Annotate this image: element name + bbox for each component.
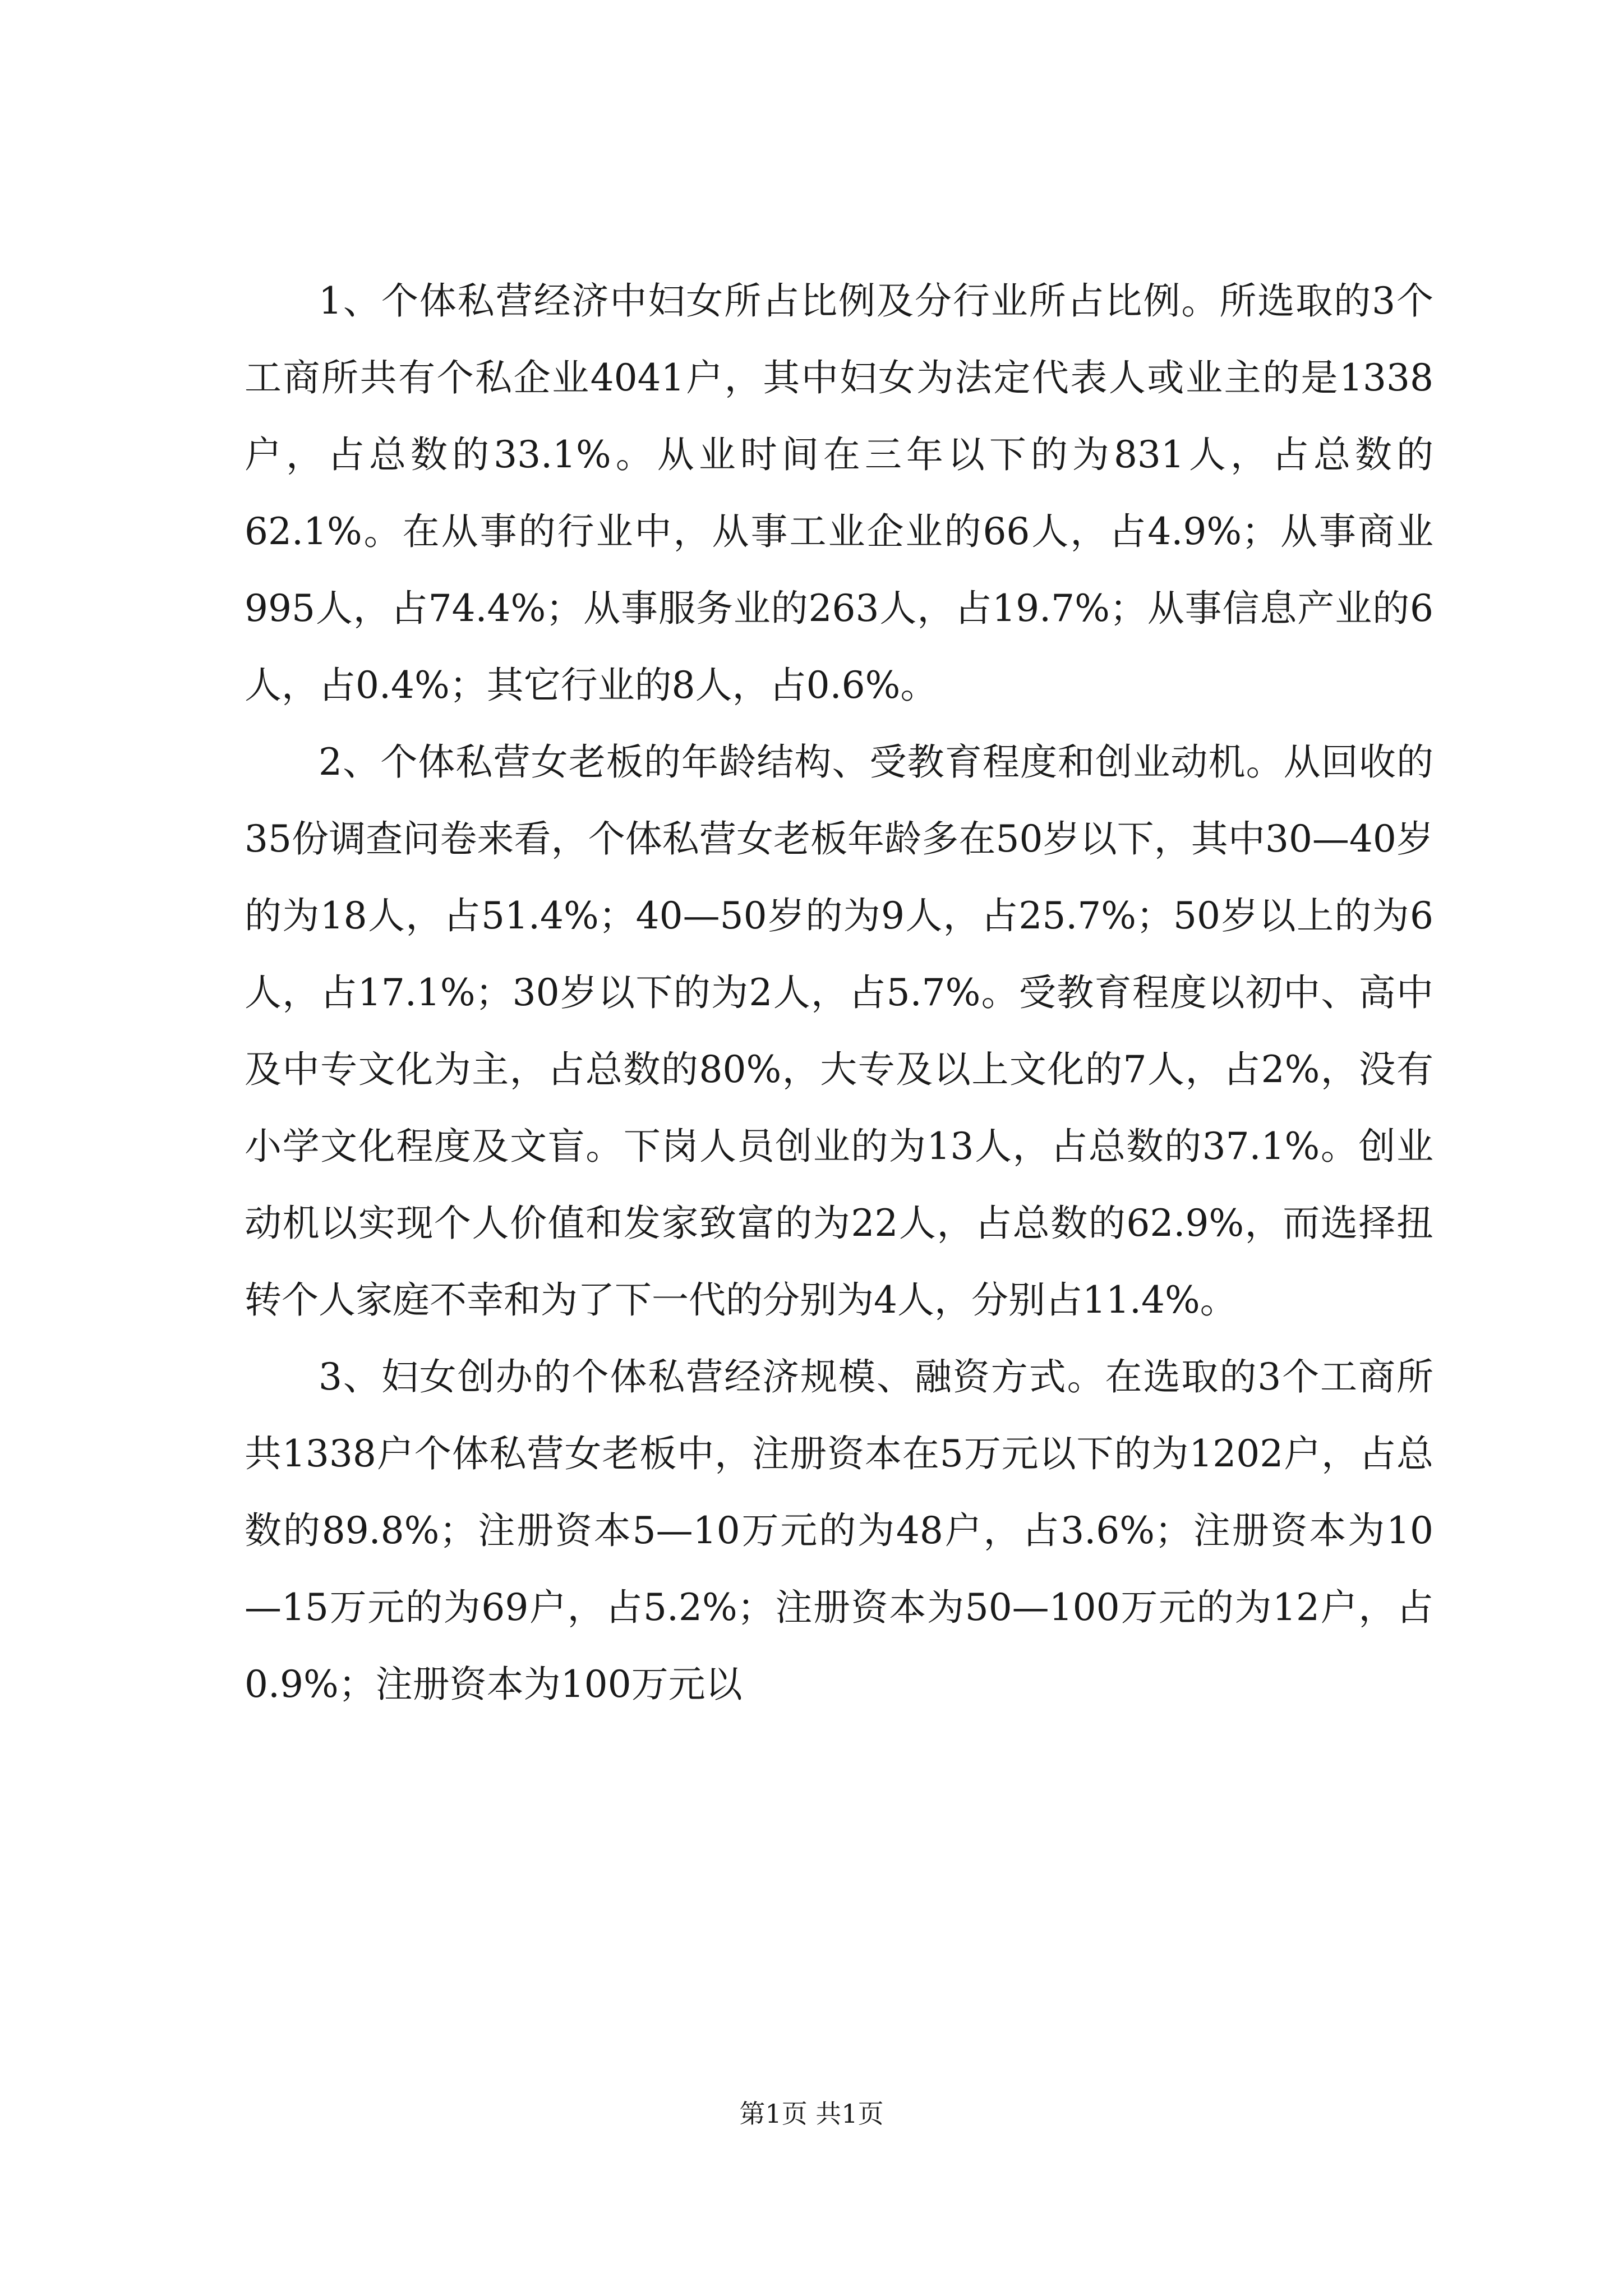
document-body bbox=[245, 263, 1433, 1723]
page-footer: 第1页 共1页 bbox=[739, 2099, 884, 2129]
paragraph-1: 1、个体私营经济中妇女所占比例及分行业所占比例。所选取的3个工商所共有个私企业4041户，其中妇女为法定代表人或业主的是1338户，占总数的33.1%。从业时间在三年以下的为831人，占总数的62.1%。在从事的行业中，从事工业企业的66人，占4.9%；从事商业995人，占74.4%；从事服务业的263人，占19.7%；从事信息产业的6人，占0.4%；其它行业的8人，占0.6%。 bbox=[245, 279, 1433, 707]
paragraph-3: 3、妇女创办的个体私营经济规模、融资方式。在选取的3个工商所共1338户个体私营女老板中，注册资本在5万元以下的为1202户，占总数的89.8%；注册资本5—10万元的为48户，占3.6%；注册资本为10—15万元的为69户，占5.2%；注册资本为50—100万元的为12户，占0.9%；注册资本为100万元以 bbox=[245, 1355, 1433, 1706]
paragraph-2: 2、个体私营女老板的年龄结构、受教育程度和创业动机。从回收的35份调查问卷来看，个体私营女老板年龄多在50岁以下，其中30—40岁的为18人，占51.4%；40—50岁的为9人，占25.7%；50岁以上的为6人，占17.1%；30岁以下的为2人，占5.7%。受教育程度以初中、高中及中专文化为主，占总数的80%，大专及以上文化的7人，占2%，没有小学文化程度及文盲。下岗人员创业的为13人，占总数的37.1%。创业动机以实现个人价值和发家致富的为22人，占总数的62.9%，而选择扭转个人家庭不幸和为了下一代的分别为4人，分别占11.4%。 bbox=[245, 740, 1433, 1322]
